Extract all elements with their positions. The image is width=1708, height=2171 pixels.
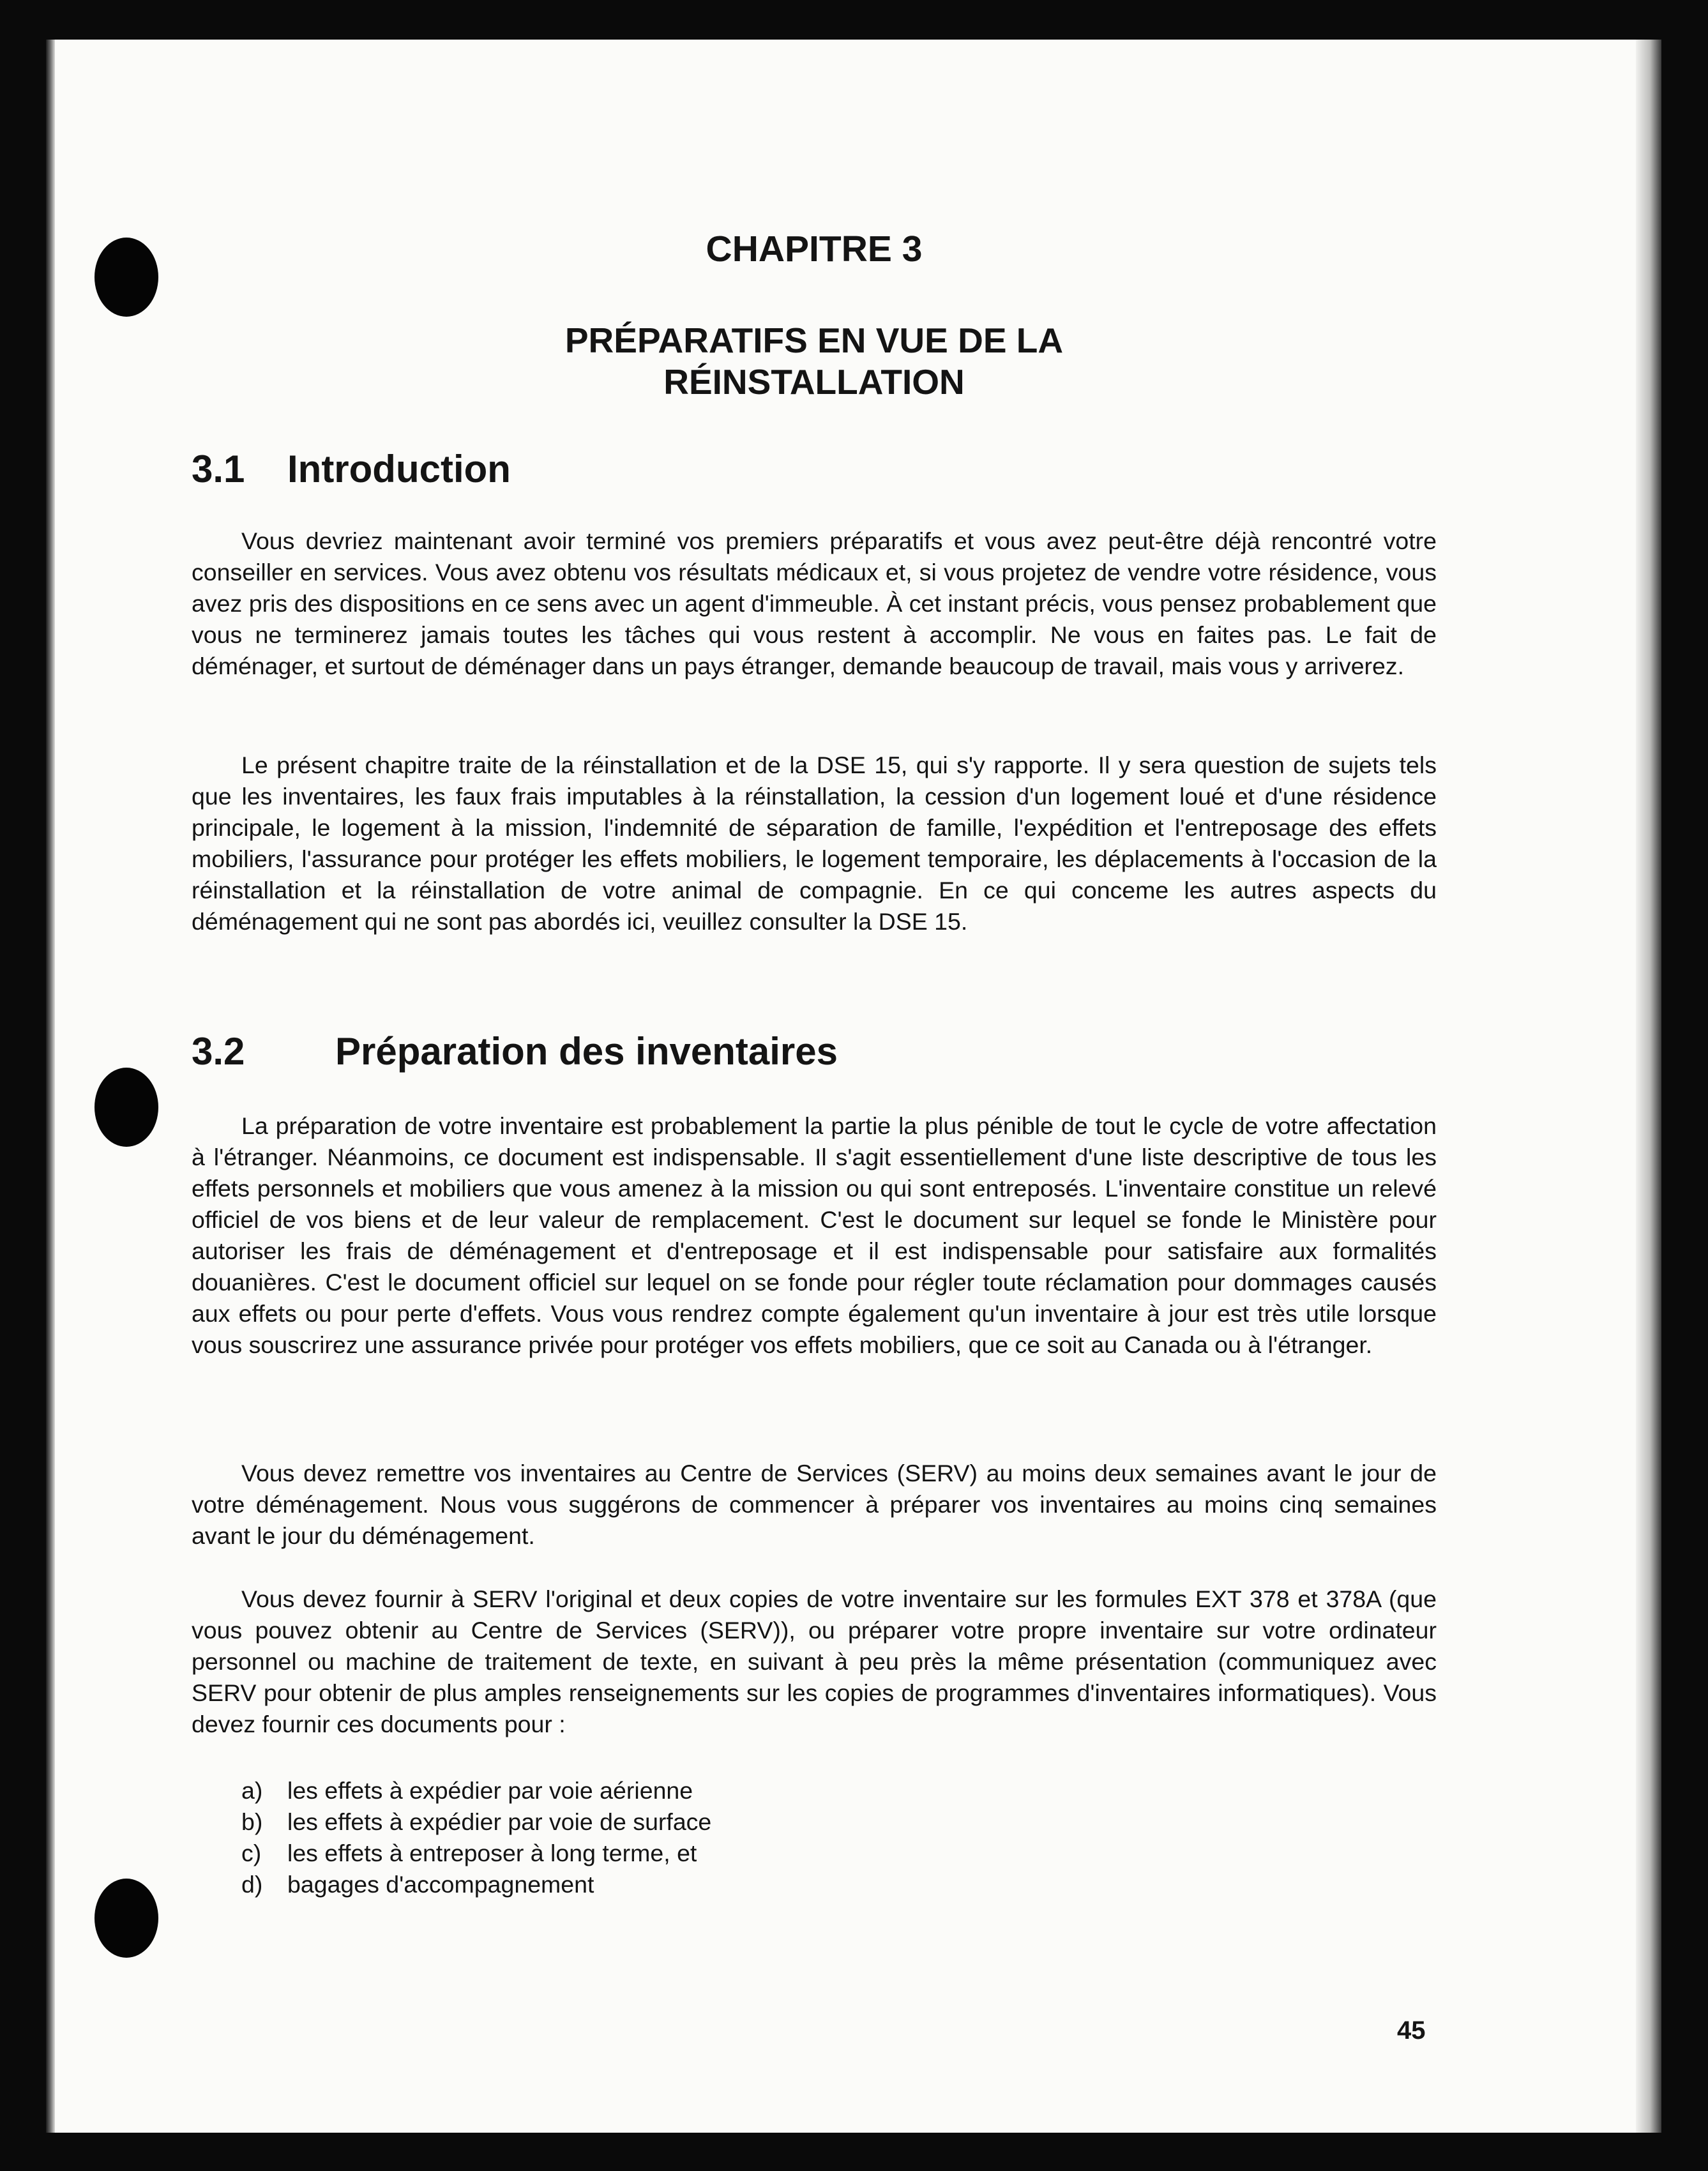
intro-paragraph-1: Vous devriez maintenant avoir terminé vos premiers préparatifs et vous avez peut-être déjà rencontré votre conseiller en services. Vous avez obtenu vos résultats médicaux et, si vous projetez de vendre votre résidence, vous avez pris des dispositions en ce sens avec un agent d'immeuble. À cet instant précis, vous pensez probablement que vous ne terminerez jamais toutes les tâches qui vous restent à accomplir. Ne vous en faites pas. Le fait de déménager, et surtout de déménager dans un pays étranger, demande beaucoup de travail, mais vous y arriverez.	[192, 527, 1437, 679]
section-3-2-title: Préparation des inventaires	[335, 1030, 838, 1073]
intro-paragraph-2: Le présent chapitre traite de la réinstallation et de la DSE 15, qui s'y rapporte. Il y sera question de sujets tels que les inventaires, les faux frais imputables à la réinstallation, la cession d'un logement loué et d'une résidence principale, le logement à la mission, l'indemnité de séparation de famille, l'expédition et l'entreposage des effets mobiliers, l'assurance pour protéger les effets mobiliers, le logement temporaire, les déplacements à l'occasion de la réinstallation et la réinstallation de votre animal de compagnie. En ce qui conceme les autres aspects du déménagement qui ne sont pas abordés ici, veuillez consulter la DSE 15.	[192, 752, 1437, 935]
chapter-title-line-2: RÉINSTALLATION	[663, 362, 965, 402]
binder-hole-top	[94, 238, 158, 317]
section-3-1-number: 3.1	[192, 448, 245, 490]
chapter-title-line-1: PRÉPARATIFS EN VUE DE LA	[564, 321, 1064, 360]
left-binding-edge	[46, 40, 55, 2133]
inventory-paragraph-1: La préparation de votre inventaire est probablement la partie la plus pénible de tout le cycle de votre affectation à l'étranger. Néanmoins, ce document est indispensable. Il s'agit essentiellement d'une liste descriptive de tous les effets personnels et mobiliers que vous amenez à la mission ou qui sont entreposés. L'inventaire constitue un relevé officiel de vos biens et de leur valeur de remplacement. C'est le document sur lequel se fonde le Ministère pour autoriser les frais de déménagement et d'entreposage et il est indispensable pour satisfaire aux formalités douanières. C'est le document officiel sur lequel on se fonde pour régler toute réclamation pour dommages causés aux effets ou pour perte d'effets. Vous vous rendrez compte également qu'un inventaire à jour est très utile lorsque vous souscrirez une assurance privée pour protéger vos effets mobiliers, que ce soit au Canada ou à l'étranger.	[192, 1112, 1437, 1358]
inventory-paragraph-2: Vous devez remettre vos inventaires au Centre de Services (SERV) au moins deux semaines avant le jour de votre déménagement. Nous vous suggérons de commencer à préparer vos inventaires au moins cinq semaines avant le jour du déménagement.	[192, 1460, 1437, 1549]
inventory-paragraph-3: Vous devez fournir à SERV l'original et deux copies de votre inventaire sur les formules EXT 378 et 378A (que vous pouvez obtenir au Centre de Services (SERV)), ou préparer votre propre inventaire sur votre ordinateur personnel ou machine de traitement de texte, en suivant à peu près la même présentation (communiquez avec SERV pour obtenir de plus amples renseignements sur les copies de programmes d'inventaires informatiques). Vous devez fournir ces documents pour :	[192, 1585, 1437, 1737]
list-item-marker: a)	[241, 1777, 263, 1804]
binder-hole-bottom	[94, 1879, 158, 1958]
list-item-text: bagages d'accompagnement	[287, 1871, 594, 1898]
list-item-text: les effets à expédier par voie aérienne	[287, 1777, 693, 1804]
list-item-marker: d)	[241, 1871, 263, 1898]
list-item-text: les effets à expédier par voie de surface	[287, 1808, 712, 1835]
list-item	[241, 1838, 1327, 1869]
section-3-1-heading	[192, 447, 511, 492]
list-item-marker: b)	[241, 1808, 263, 1835]
list-item	[241, 1869, 1327, 1900]
page-number: 45	[1397, 2016, 1426, 2045]
section-3-2-number: 3.2	[192, 1030, 245, 1073]
section-3-2-heading	[192, 1029, 838, 1074]
binder-hole-middle	[94, 1068, 158, 1147]
list-item-text: les effets à entreposer à long terme, et	[287, 1840, 697, 1866]
right-page-edge	[1636, 40, 1661, 2133]
list-item	[241, 1775, 1327, 1806]
chapter-label: CHAPITRE 3	[706, 229, 923, 269]
list-item	[241, 1806, 1327, 1838]
section-3-1-title: Introduction	[287, 448, 511, 490]
list-item-marker: c)	[241, 1840, 262, 1866]
inventory-type-list	[241, 1775, 1327, 1900]
